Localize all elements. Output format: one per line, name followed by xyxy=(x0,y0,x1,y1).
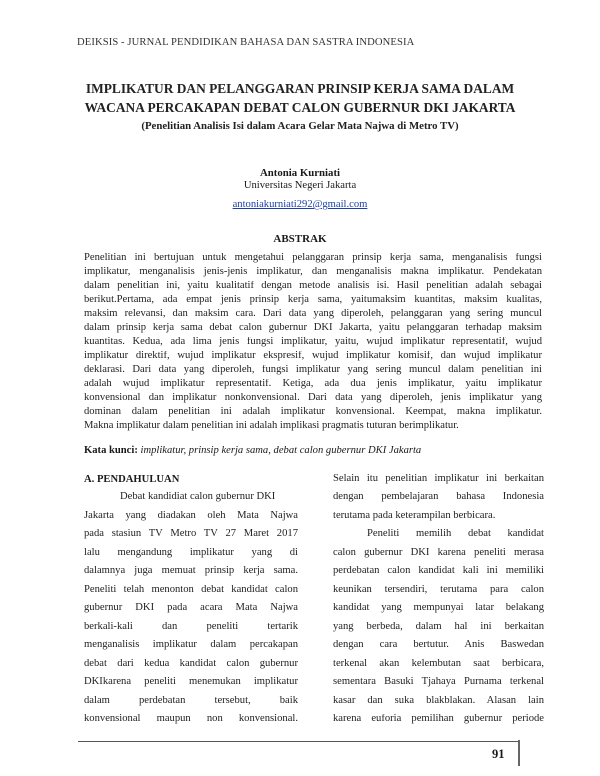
keywords xyxy=(84,446,421,457)
abstract-heading: ABSTRAK xyxy=(273,233,327,245)
right-column-line: dengan pembelajaran bahasa Indonesia xyxy=(333,492,544,502)
abstract-line: dominan dalam penelitian ini adalah implikatur konvensional. Keempat, makna implikatur. xyxy=(84,407,542,417)
abstract-line: berikut.Pertama, ada empat jenis prinsip kerja sama, yaitumaksim kuantitas, maksim kualitas, xyxy=(84,295,542,305)
abstract-line: konvensional dan implikatur nonkonvensional. Dari data yang diperoleh, jenis implikatur yang xyxy=(84,393,542,403)
left-column-line: dalamnya juga memuat prinsip kerja sama. xyxy=(84,566,298,576)
right-column-line: karena euforia pemilihan gubernur periode xyxy=(333,714,544,724)
author-affiliation: Universitas Negeri Jakarta xyxy=(243,180,357,191)
right-column-line: yang berbeda, dalam hal ini berkaitan xyxy=(333,622,544,632)
footer-rule xyxy=(78,741,518,742)
right-column-line: terutama pada keterampilan berbicara. xyxy=(333,510,496,521)
left-column-line: lalu mengandung implikatur yang di xyxy=(84,548,298,558)
section-heading: A. PENDAHULUAN xyxy=(84,474,180,485)
abstract-line: implikatur, menganalisis jenis-jenis implikatur, dan menganalisis makna implikatur. Pendekatan xyxy=(84,267,542,277)
abstract-line: kuantitas. Kedua, ada lima jenis fungsi implikatur, yaitu, wujud implikatur representatif, wujud xyxy=(84,337,542,347)
abstract-line: Makna implikatur dalam penelitian ini adalah implikasi pragmatis tuturan berimplikatur. xyxy=(84,420,459,431)
right-column-line: calon gubernur DKI karena peneliti merasa xyxy=(333,548,544,558)
journal-header: DEIKSIS - JURNAL PENDIDIKAN BAHASA DAN SASTRA INDONESIA xyxy=(77,37,415,48)
footer-vertical-bar xyxy=(518,740,520,766)
right-column-line: Selain itu penelitian implikatur ini berkaitan xyxy=(333,474,544,484)
right-column-line: perdebatan calon kandidat kali ini memiliki xyxy=(333,566,544,576)
page-number: 91 xyxy=(492,747,505,761)
keywords-label: Kata kunci: xyxy=(84,445,138,456)
right-column-line: Peneliti memilih debat kandidat xyxy=(367,529,544,539)
abstract-line: maksim relevansi, dan maksim cara. Dari data yang diperoleh, pelanggaran yang sering muncul xyxy=(84,309,542,319)
abstract-line: adalah wujud implikatur representatif. Ketiga, ada dua jenis implikatur, yaitu implikatur xyxy=(84,379,542,389)
abstract-line: dalam penelitian ini, yaitu kualitatif dengan metode analisis isi. Hasil penelitian adalah sebagai xyxy=(84,281,542,291)
paper-title-line-2: WACANA PERCAKAPAN DEBAT CALON GUBERNUR DKI JAKARTA xyxy=(84,100,516,115)
right-column-line: dengan cara bertutur. Anis Baswedan xyxy=(333,640,544,650)
left-column-line: dalam perdebatan tersebut, baik xyxy=(84,696,298,706)
left-column-line: menganalisis implikatur dalam percakapan xyxy=(84,640,298,650)
right-column-line: keunikan tersendiri, terutama para calon xyxy=(333,585,544,595)
paper-subtitle: (Penelitian Analisis Isi dalam Acara Gelar Mata Najwa di Metro TV) xyxy=(141,120,459,132)
left-column-line: debat dari kedua kandidat calon gubernur xyxy=(84,659,298,669)
author-email-link[interactable]: antoniakurniati292@gmail.com xyxy=(232,199,368,210)
left-column-line: DKIkarena peneliti menemukan implikatur xyxy=(84,677,298,687)
author-name: Antonia Kurniati xyxy=(259,167,341,179)
abstract-line: deklarasi. Dari data yang diperoleh, fungsi implikatur yang sering muncul dalam penelitian ini xyxy=(84,365,542,375)
left-column-line: berkali-kali dan peneliti tertarik xyxy=(84,622,298,632)
right-column-line: sementara Basuki Tjahaya Purnama terkenal xyxy=(333,677,544,687)
left-column-line: pada stasiun TV Metro TV 27 Maret 2017 xyxy=(84,529,298,539)
right-column-line: kasar dan suka blakblakan. Alasan lain xyxy=(333,696,544,706)
abstract-line: implikatur direktif, wujud implikatur ekspresif, wujud implikatur komisif, dan wujud implikatur xyxy=(84,351,542,361)
left-column-line: gubernur DKI pada acara Mata Najwa xyxy=(84,603,298,613)
keywords-text: implikatur, prinsip kerja sama, debat calon gubernur DKI Jakarta xyxy=(140,445,422,456)
left-column-line: konvensional maupun non konvensional. xyxy=(84,714,298,724)
paper-title-line-1: IMPLIKATUR DAN PELANGGARAN PRINSIP KERJA SAMA DALAM xyxy=(85,81,515,96)
left-column-line: Peneliti telah menonton debat kandidat calon xyxy=(84,585,298,595)
abstract-line: dalam prinsip kerja sama debat calon gubernur DKI Jakarta, yaitu pelanggaran terhadap maksim xyxy=(84,323,542,333)
right-column-line: terkenal akan kelembutan saat berbicara, xyxy=(333,659,544,669)
left-column-line: Jakarta yang diadakan oleh Mata Najwa xyxy=(84,511,298,521)
left-column-line: Debat kandidiat calon gubernur DKI xyxy=(120,491,276,502)
right-column-line: kandidat yang mempunyai latar belakang xyxy=(333,603,544,613)
abstract-line: Penelitian ini bertujuan untuk mengetahui pelanggaran prinsip kerja sama, menganalisis fungsi xyxy=(84,253,542,263)
